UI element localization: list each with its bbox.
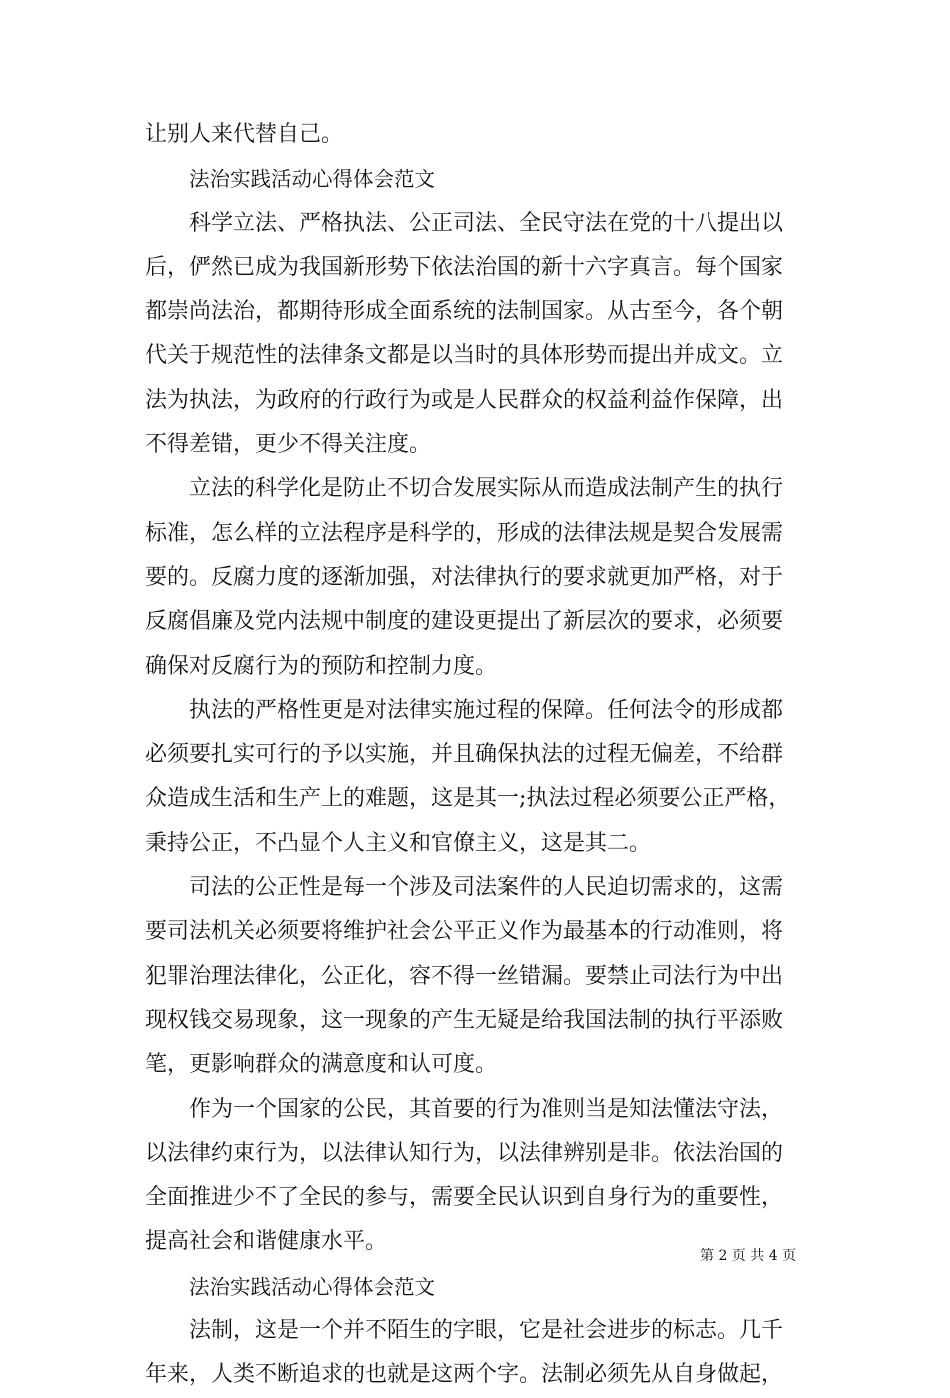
text-line: 确保对反腐行为的预防和控制力度。 <box>145 653 498 679</box>
page-footer: 第 2 页 共 4 页 <box>700 1248 797 1264</box>
text-line: 科学立法、严格执法、公正司法、全民守法在党的十八提出以 <box>189 210 784 236</box>
text-line: 法为执法，为政府的行政行为或是人民群众的权益利益作保障，出 <box>145 387 784 413</box>
text-line: 不得差错，更少不得关注度。 <box>145 432 432 458</box>
text-line: 笔，更影响群众的满意度和认可度。 <box>145 1052 498 1078</box>
text-line: 要司法机关必须要将维护社会公平正义作为最基本的行动准则，将 <box>145 919 784 945</box>
text-line: 让别人来代替自己。 <box>145 122 344 147</box>
text-line: 年来，人类不断追求的也就是这两个字。法制必须先从自身做起， <box>145 1362 784 1388</box>
text-line: 反腐倡廉及党内法规中制度的建设更提出了新层次的要求，必须要 <box>145 609 784 635</box>
text-line: 以法律约束行为，以法律认知行为，以法律辨别是非。依法治国的 <box>145 1140 784 1166</box>
text-line: 秉持公正，不凸显个人主义和官僚主义，这是其二。 <box>145 830 652 856</box>
text-line: 提高社会和谐健康水平。 <box>145 1229 388 1255</box>
text-line: 作为一个国家的公民，其首要的行为准则当是知法懂法守法， <box>189 1096 784 1122</box>
text-line: 立法的科学化是防止不切合发展实际从而造成法制产生的执行 <box>189 476 784 502</box>
text-line: 标准，怎么样的立法程序是科学的，形成的法律法规是契合发展需 <box>145 520 784 546</box>
text-line: 后，俨然已成为我国新形势下依法治国的新十六字真言。每个国家 <box>145 254 784 280</box>
text-line: 法制，这是一个并不陌生的字眼，它是社会进步的标志。几千 <box>189 1318 784 1344</box>
text-line: 执法的严格性更是对法律实施过程的保障。任何法令的形成都 <box>189 697 784 723</box>
text-line: 犯罪治理法律化，公正化，容不得一丝错漏。要禁止司法行为中出 <box>145 963 784 989</box>
section-heading: 法治实践活动心得体会范文 <box>189 167 435 192</box>
text-line: 要的。反腐力度的逐渐加强，对法律执行的要求就更加严格，对于 <box>145 564 784 590</box>
section-heading: 法治实践活动心得体会范文 <box>189 1274 435 1299</box>
text-line: 众造成生活和生产上的难题，这是其一;执法过程必须要公正严格， <box>145 786 791 812</box>
text-line: 代关于规范性的法律条文都是以当时的具体形势而提出并成文。立 <box>145 343 784 369</box>
text-line: 必须要扎实可行的予以实施，并且确保执法的过程无偏差，不给群 <box>145 742 784 768</box>
text-line: 司法的公正性是每一个涉及司法案件的人民迫切需求的，这需 <box>189 875 784 901</box>
text-line: 都崇尚法治，都期待形成全面系统的法制国家。从古至今，各个朝 <box>145 299 784 325</box>
text-line: 现权钱交易现象，这一现象的产生无疑是给我国法制的执行平添败 <box>145 1007 784 1033</box>
text-line: 全面推进少不了全民的参与，需要全民认识到自身行为的重要性， <box>145 1185 784 1211</box>
document-body <box>145 113 809 1398</box>
